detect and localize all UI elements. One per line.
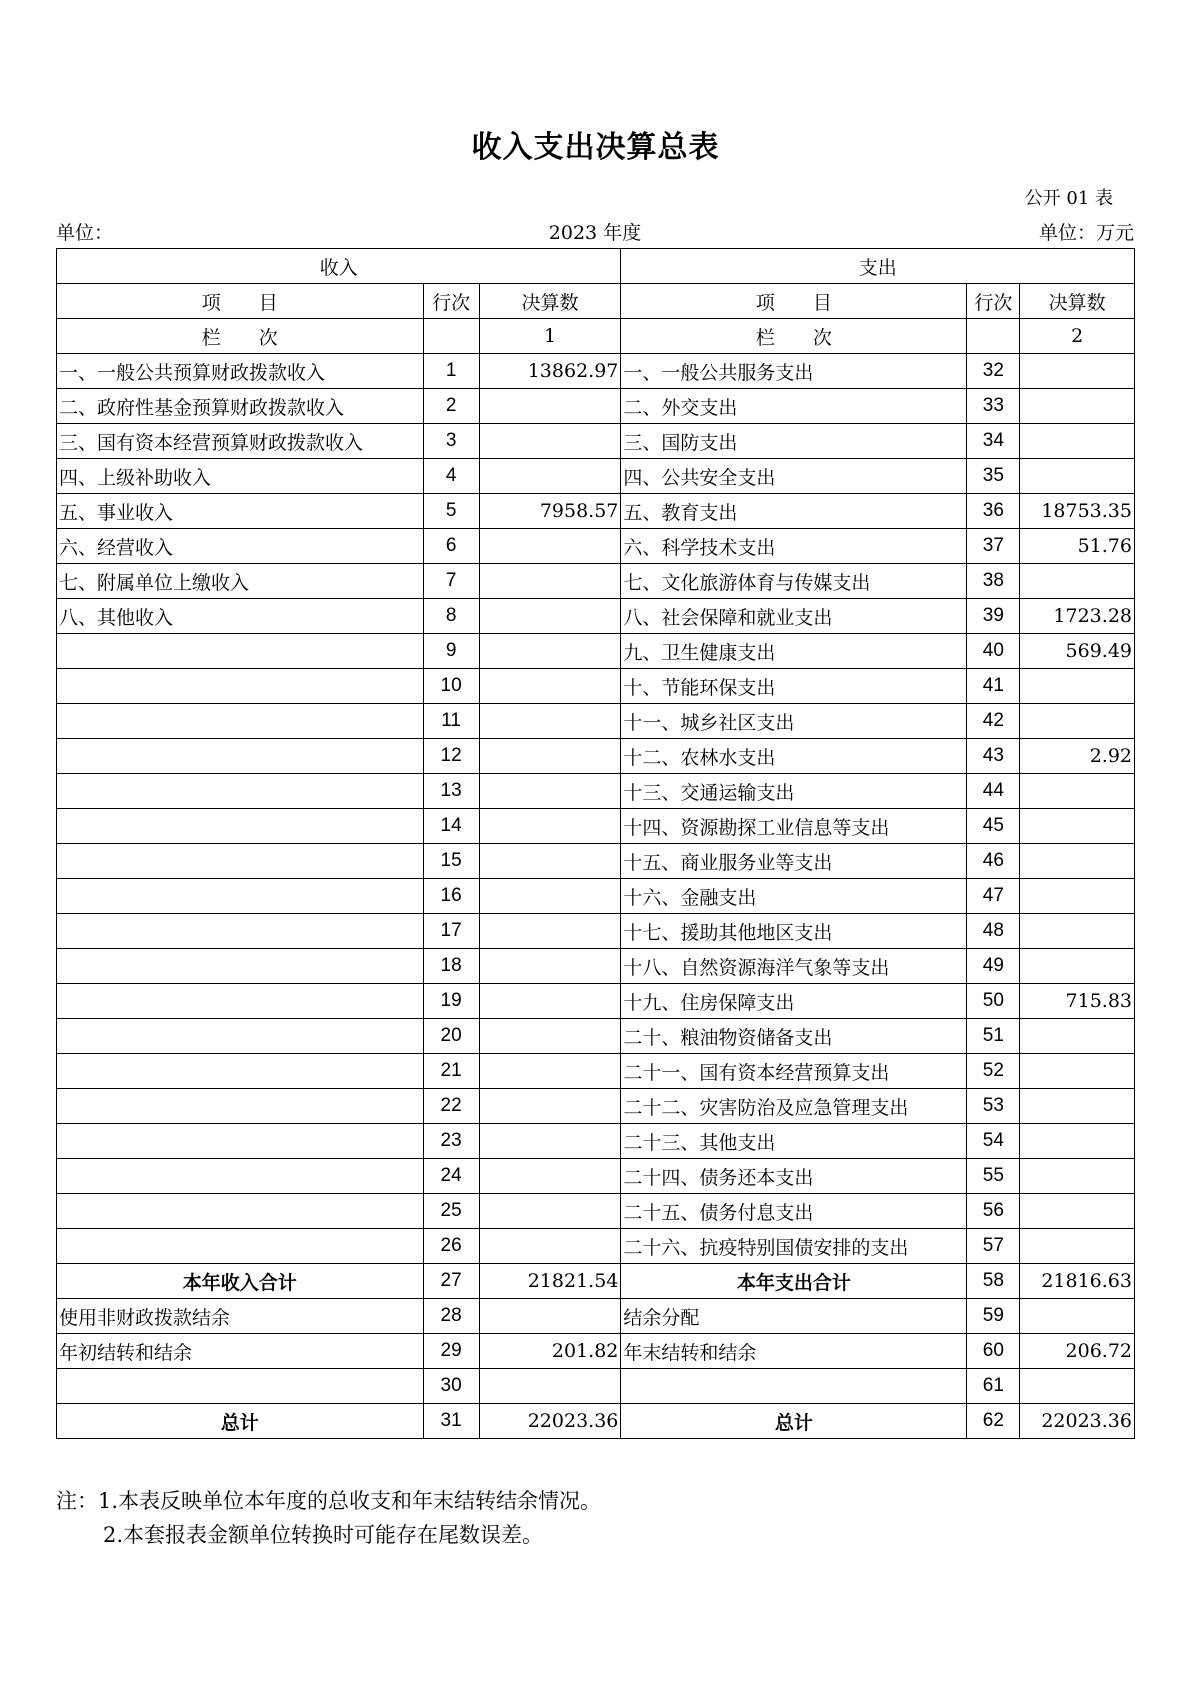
expense-item: 二十一、国有资本经营预算支出 [621, 1054, 967, 1089]
expense-item: 六、科学技术支出 [621, 529, 967, 564]
expense-row-no: 58 [967, 1264, 1020, 1299]
income-item-header: 项 目 [57, 284, 424, 319]
income-row-no: 1 [423, 354, 479, 389]
expense-amount [1020, 879, 1135, 914]
table-row [57, 1159, 1135, 1194]
table-row [57, 1334, 1135, 1369]
income-amount [479, 529, 621, 564]
expense-row-no: 32 [967, 354, 1020, 389]
table-row [57, 739, 1135, 774]
income-row-no: 6 [423, 529, 479, 564]
income-item [57, 1054, 424, 1089]
income-row-no: 4 [423, 459, 479, 494]
income-amount [479, 1089, 621, 1124]
income-row-no: 14 [423, 809, 479, 844]
income-row-no: 24 [423, 1159, 479, 1194]
expense-item: 十五、商业服务业等支出 [621, 844, 967, 879]
expense-amount [1020, 1054, 1135, 1089]
income-row-no: 30 [423, 1369, 479, 1404]
expense-row-no: 41 [967, 669, 1020, 704]
expense-item: 二十、粮油物资储备支出 [621, 1019, 967, 1054]
income-row-no: 23 [423, 1124, 479, 1159]
income-amount [479, 459, 621, 494]
income-amount [479, 1159, 621, 1194]
income-row-no: 22 [423, 1089, 479, 1124]
expense-row-no: 34 [967, 424, 1020, 459]
expense-item: 十七、援助其他地区支出 [621, 914, 967, 949]
table-row [57, 1299, 1135, 1334]
expense-rowno-header: 行次 [967, 284, 1020, 319]
expense-amount [1020, 1089, 1135, 1124]
income-amount [479, 809, 621, 844]
expense-row-no: 38 [967, 564, 1020, 599]
expense-item: 年末结转和结余 [621, 1334, 967, 1369]
expense-item: 七、文化旅游体育与传媒支出 [621, 564, 967, 599]
income-amount [479, 424, 621, 459]
income-item: 二、政府性基金预算财政拨款收入 [57, 389, 424, 424]
expense-item-header: 项 目 [621, 284, 967, 319]
expense-row-no: 53 [967, 1089, 1020, 1124]
expense-item: 九、卫生健康支出 [621, 634, 967, 669]
expense-item: 二十四、债务还本支出 [621, 1159, 967, 1194]
expense-amount [1020, 459, 1135, 494]
table-row [57, 354, 1135, 389]
income-amount [479, 389, 621, 424]
table-row [57, 494, 1135, 529]
table-row [57, 1404, 1135, 1439]
income-item: 五、事业收入 [57, 494, 424, 529]
table-row [57, 1124, 1135, 1159]
income-amount [479, 1019, 621, 1054]
table-row [57, 844, 1135, 879]
income-item [57, 809, 424, 844]
table-row [57, 634, 1135, 669]
income-amount: 7958.57 [479, 494, 621, 529]
expense-amount: 2.92 [1020, 739, 1135, 774]
table-row [57, 669, 1135, 704]
expense-item: 十六、金融支出 [621, 879, 967, 914]
income-row-no: 15 [423, 844, 479, 879]
unit-left-label: 单位： [56, 222, 114, 244]
income-row-no: 13 [423, 774, 479, 809]
table-row [57, 914, 1135, 949]
income-item [57, 1159, 424, 1194]
expense-amount [1020, 1124, 1135, 1159]
income-item [57, 1019, 424, 1054]
header-row-columns [57, 284, 1135, 319]
income-item: 三、国有资本经营预算财政拨款收入 [57, 424, 424, 459]
expense-item: 一、一般公共服务支出 [621, 354, 967, 389]
income-amount [479, 739, 621, 774]
expense-amount [1020, 1299, 1135, 1334]
expense-amount [1020, 704, 1135, 739]
expense-row-no: 49 [967, 949, 1020, 984]
expense-item: 二十三、其他支出 [621, 1124, 967, 1159]
income-row-no: 2 [423, 389, 479, 424]
income-rowno-header: 行次 [423, 284, 479, 319]
expense-amount [1020, 1159, 1135, 1194]
income-item [57, 1124, 424, 1159]
income-expense-table [56, 248, 1135, 1439]
income-amount: 21821.54 [479, 1264, 621, 1299]
expense-item: 八、社会保障和就业支出 [621, 599, 967, 634]
expense-row-no: 36 [967, 494, 1020, 529]
expense-row-no: 61 [967, 1369, 1020, 1404]
income-item [57, 1369, 424, 1404]
income-item [57, 669, 424, 704]
expense-amount: 21816.63 [1020, 1264, 1135, 1299]
header-row-column-index [57, 319, 1135, 354]
income-column-label: 栏 次 [57, 319, 424, 354]
expense-item: 三、国防支出 [621, 424, 967, 459]
income-amount [479, 1054, 621, 1089]
income-item: 七、附属单位上缴收入 [57, 564, 424, 599]
unit-right-label: 单位：万元 [1038, 222, 1134, 244]
income-item [57, 1089, 424, 1124]
income-amount [479, 1124, 621, 1159]
income-item [57, 739, 424, 774]
meta-row [56, 218, 1134, 244]
expense-row-no: 54 [967, 1124, 1020, 1159]
expense-item: 二、外交支出 [621, 389, 967, 424]
expense-row-no: 47 [967, 879, 1020, 914]
expense-row-no: 50 [967, 984, 1020, 1019]
expense-column-index: 2 [1020, 319, 1135, 354]
income-item: 使用非财政拨款结余 [57, 1299, 424, 1334]
income-item: 四、上级补助收入 [57, 459, 424, 494]
income-row-no: 18 [423, 949, 479, 984]
expense-amount: 18753.35 [1020, 494, 1135, 529]
expense-item: 五、教育支出 [621, 494, 967, 529]
table-row [57, 1369, 1135, 1404]
income-amount [479, 634, 621, 669]
expense-amount [1020, 1019, 1135, 1054]
expense-row-no: 55 [967, 1159, 1020, 1194]
income-row-no: 17 [423, 914, 479, 949]
income-item [57, 879, 424, 914]
expense-header: 支出 [621, 249, 1135, 284]
expense-row-no: 60 [967, 1334, 1020, 1369]
income-amount: 201.82 [479, 1334, 621, 1369]
income-item [57, 634, 424, 669]
table-row [57, 1229, 1135, 1264]
expense-item: 本年支出合计 [621, 1264, 967, 1299]
income-row-no: 20 [423, 1019, 479, 1054]
table-row [57, 599, 1135, 634]
income-amount [479, 844, 621, 879]
expense-item: 十一、城乡社区支出 [621, 704, 967, 739]
expense-amount [1020, 389, 1135, 424]
expense-row-no: 42 [967, 704, 1020, 739]
income-header: 收入 [57, 249, 621, 284]
income-row-no: 21 [423, 1054, 479, 1089]
expense-item: 十九、住房保障支出 [621, 984, 967, 1019]
expense-amount [1020, 809, 1135, 844]
income-row-no: 29 [423, 1334, 479, 1369]
note-line-2: 2.本套报表金额单位转换时可能存在尾数误差。 [103, 1523, 544, 1547]
expense-row-no: 51 [967, 1019, 1020, 1054]
income-amount: 13862.97 [479, 354, 621, 389]
expense-amount: 715.83 [1020, 984, 1135, 1019]
income-row-no: 26 [423, 1229, 479, 1264]
expense-amount [1020, 1229, 1135, 1264]
page-title: 收入支出决算总表 [471, 130, 720, 165]
table-row [57, 529, 1135, 564]
income-amount-header: 决算数 [479, 284, 621, 319]
expense-row-no: 43 [967, 739, 1020, 774]
income-item [57, 704, 424, 739]
income-row-no: 3 [423, 424, 479, 459]
income-row-no: 28 [423, 1299, 479, 1334]
expense-amount-header: 决算数 [1020, 284, 1135, 319]
expense-amount [1020, 1194, 1135, 1229]
expense-row-no: 52 [967, 1054, 1020, 1089]
expense-row-no: 37 [967, 529, 1020, 564]
expense-amount [1020, 1369, 1135, 1404]
income-row-no: 9 [423, 634, 479, 669]
income-row-no: 11 [423, 704, 479, 739]
table-row [57, 424, 1135, 459]
income-item [57, 914, 424, 949]
expense-amount: 1723.28 [1020, 599, 1135, 634]
income-row-no: 5 [423, 494, 479, 529]
income-item [57, 949, 424, 984]
income-amount [479, 1194, 621, 1229]
income-row-no: 16 [423, 879, 479, 914]
expense-item: 二十二、灾害防治及应急管理支出 [621, 1089, 967, 1124]
income-amount [479, 1229, 621, 1264]
income-item: 八、其他收入 [57, 599, 424, 634]
income-column-rowno [423, 319, 479, 354]
expense-column-rowno [967, 319, 1020, 354]
income-amount: 22023.36 [479, 1404, 621, 1439]
expense-item: 二十六、抗疫特别国债安排的支出 [621, 1229, 967, 1264]
income-amount [479, 949, 621, 984]
expense-row-no: 46 [967, 844, 1020, 879]
table-row [57, 774, 1135, 809]
income-row-no: 7 [423, 564, 479, 599]
expense-row-no: 40 [967, 634, 1020, 669]
income-amount [479, 1369, 621, 1404]
expense-amount: 569.49 [1020, 634, 1135, 669]
income-amount [479, 599, 621, 634]
income-column-index: 1 [479, 319, 621, 354]
income-item [57, 1229, 424, 1264]
expense-amount: 22023.36 [1020, 1404, 1135, 1439]
expense-row-no: 45 [967, 809, 1020, 844]
expense-item: 十八、自然资源海洋气象等支出 [621, 949, 967, 984]
income-item [57, 1194, 424, 1229]
table-row [57, 704, 1135, 739]
income-row-no: 10 [423, 669, 479, 704]
table-row [57, 984, 1135, 1019]
income-item [57, 984, 424, 1019]
expense-row-no: 39 [967, 599, 1020, 634]
expense-item [621, 1369, 967, 1404]
income-item: 六、经营收入 [57, 529, 424, 564]
expense-item: 四、公共安全支出 [621, 459, 967, 494]
expense-amount [1020, 669, 1135, 704]
table-row [57, 1089, 1135, 1124]
expense-item: 二十五、债务付息支出 [621, 1194, 967, 1229]
expense-amount: 206.72 [1020, 1334, 1135, 1369]
expense-item: 十、节能环保支出 [621, 669, 967, 704]
table-row [57, 1054, 1135, 1089]
income-item: 一、一般公共预算财政拨款收入 [57, 354, 424, 389]
income-amount [479, 984, 621, 1019]
table-row [57, 1264, 1135, 1299]
expense-column-label: 栏 次 [621, 319, 967, 354]
note-line-1: 注：1.本表反映单位本年度的总收支和年末结转结余情况。 [56, 1489, 602, 1513]
income-amount [479, 704, 621, 739]
table-row [57, 1019, 1135, 1054]
notes [56, 1484, 601, 1552]
expense-amount [1020, 774, 1135, 809]
table-row [57, 389, 1135, 424]
expense-row-no: 48 [967, 914, 1020, 949]
expense-amount [1020, 949, 1135, 984]
income-amount [479, 1299, 621, 1334]
table-row [57, 564, 1135, 599]
expense-row-no: 33 [967, 389, 1020, 424]
expense-row-no: 62 [967, 1404, 1020, 1439]
fiscal-year: 2023 年度 [548, 222, 642, 244]
income-row-no: 31 [423, 1404, 479, 1439]
expense-item: 结余分配 [621, 1299, 967, 1334]
expense-amount [1020, 914, 1135, 949]
income-amount [479, 914, 621, 949]
income-amount [479, 774, 621, 809]
income-row-no: 19 [423, 984, 479, 1019]
income-item [57, 774, 424, 809]
income-item: 总计 [57, 1404, 424, 1439]
income-amount [479, 564, 621, 599]
income-amount [479, 669, 621, 704]
expense-amount [1020, 354, 1135, 389]
income-item: 年初结转和结余 [57, 1334, 424, 1369]
income-row-no: 27 [423, 1264, 479, 1299]
table-row [57, 809, 1135, 844]
expense-amount [1020, 844, 1135, 879]
form-number: 公开 01 表 [1024, 188, 1113, 209]
expense-amount [1020, 424, 1135, 459]
table-row [57, 879, 1135, 914]
expense-item: 十三、交通运输支出 [621, 774, 967, 809]
income-row-no: 12 [423, 739, 479, 774]
expense-row-no: 35 [967, 459, 1020, 494]
income-row-no: 25 [423, 1194, 479, 1229]
expense-row-no: 44 [967, 774, 1020, 809]
table-row [57, 1194, 1135, 1229]
expense-amount [1020, 564, 1135, 599]
income-row-no: 8 [423, 599, 479, 634]
expense-row-no: 57 [967, 1229, 1020, 1264]
table-row [57, 949, 1135, 984]
expense-item: 十二、农林水支出 [621, 739, 967, 774]
table-row [57, 459, 1135, 494]
income-item [57, 844, 424, 879]
expense-row-no: 59 [967, 1299, 1020, 1334]
expense-item: 十四、资源勘探工业信息等支出 [621, 809, 967, 844]
expense-item: 总计 [621, 1404, 967, 1439]
expense-amount: 51.76 [1020, 529, 1135, 564]
income-amount [479, 879, 621, 914]
income-item: 本年收入合计 [57, 1264, 424, 1299]
header-row-section [57, 249, 1135, 284]
expense-row-no: 56 [967, 1194, 1020, 1229]
